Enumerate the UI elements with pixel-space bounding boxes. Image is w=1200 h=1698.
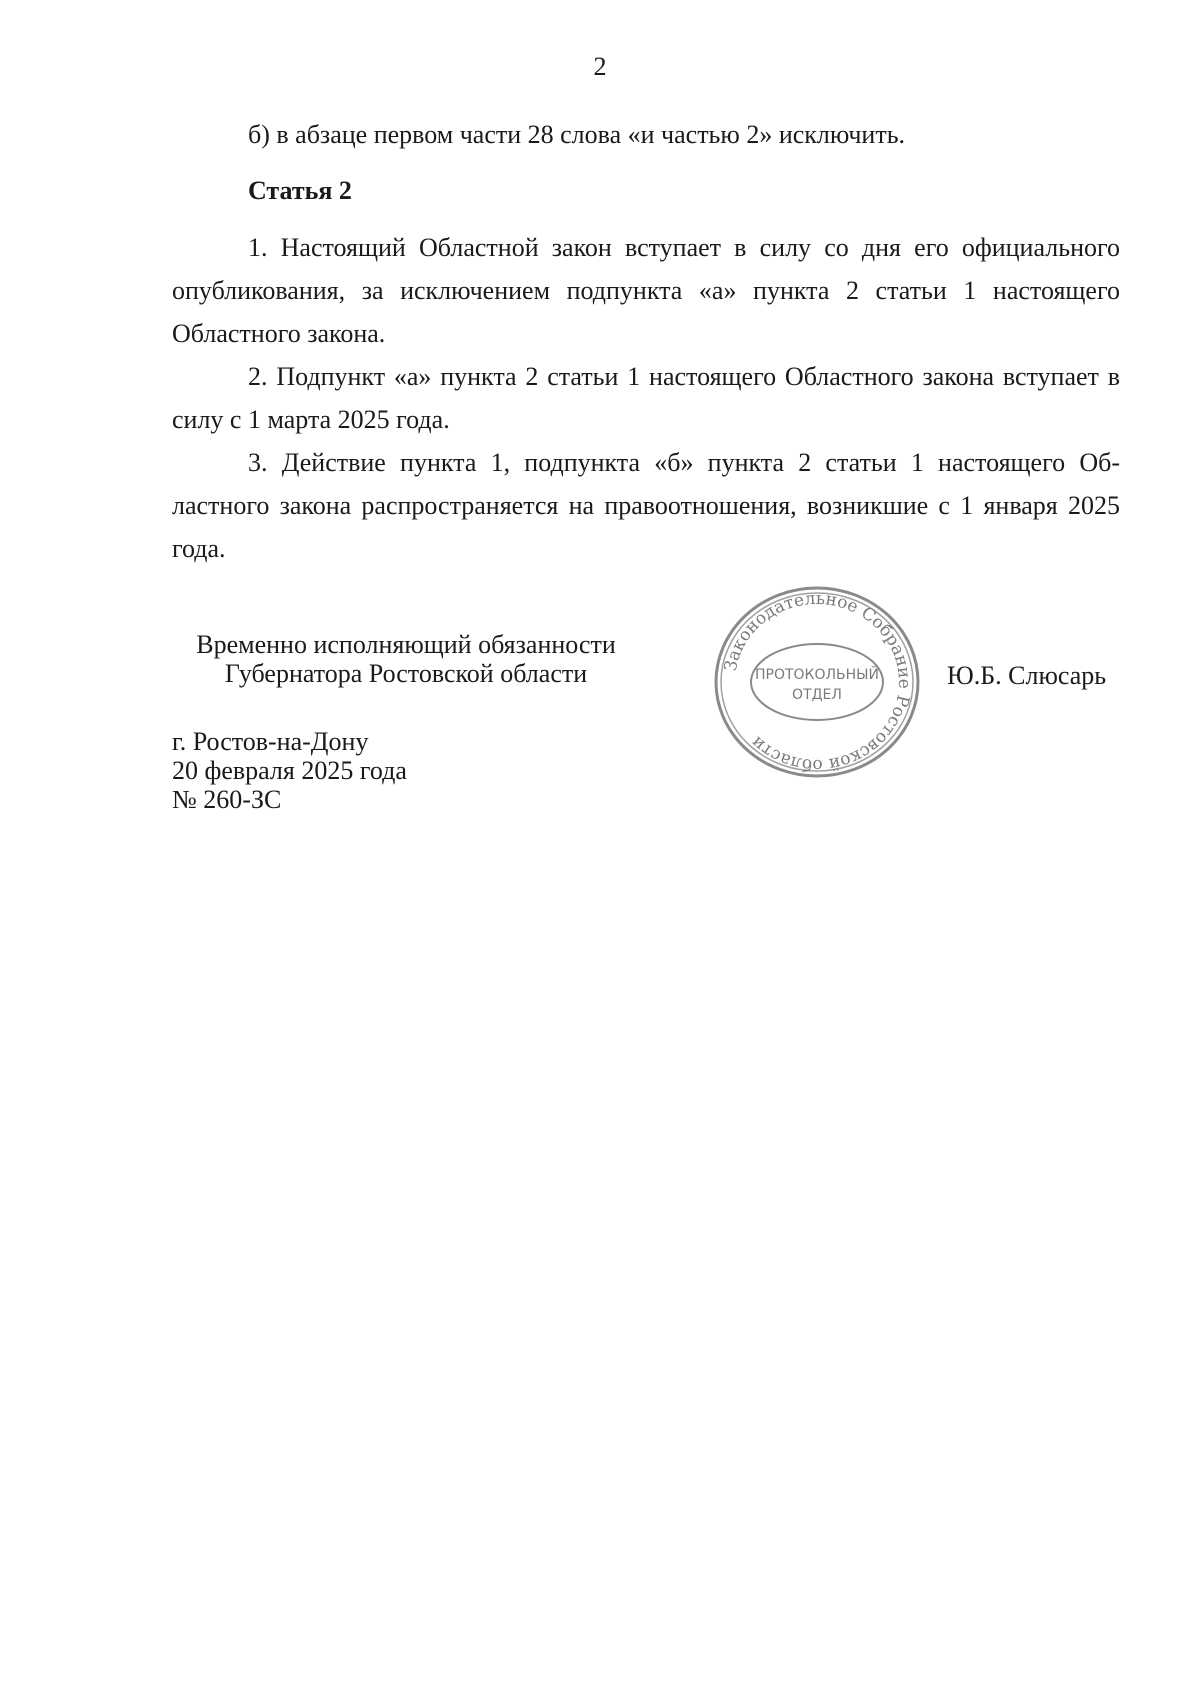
official-seal-stamp (712, 584, 922, 780)
document-number: № 260-ЗС (172, 785, 282, 814)
place-date-block (172, 727, 407, 814)
stamp-center-line2: ОТДЕЛ (792, 687, 842, 703)
city: г. Ростов-на-Дону (172, 727, 369, 756)
page-number: 2 (593, 52, 607, 81)
item-b-paragraph: б) в абзаце первом части 28 слова «и частью 2» исключить. (248, 120, 906, 149)
article-paragraph-2: 2. Подпункт «а» пункта 2 статьи 1 настоящего Областного закона вступает в силу с 1 марта 2025 года. (172, 362, 1120, 434)
stamp-center-line1: ПРОТОКОЛЬНЫЙ (754, 667, 880, 683)
article-paragraph-1: 1. Настоящий Областной закон вступает в силу со дня его официального опубликования, за исключением подпункта «а» пункта 2 статьи 1 настоящего Областного закона. (172, 233, 1120, 348)
signatory-position-line1: Временно исполняющий обязанности (196, 630, 616, 659)
stamp-ring-text: Законодательное Собрание Ростовской области (720, 588, 915, 776)
article-paragraph-3: 3. Действие пункта 1, подпункта «б» пункта 2 статьи 1 настоящего Областного закона распространяется на правоотношения, возникшие с 1 января 2025 года. (172, 448, 1120, 563)
article-heading: Статья 2 (248, 176, 352, 205)
signatory-position (164, 630, 648, 688)
signatory-name: Ю.Б. Слюсарь (947, 661, 1107, 690)
document-date: 20 февраля 2025 года (172, 756, 407, 785)
signatory-position-line2: Губернатора Ростовской области (224, 659, 588, 688)
